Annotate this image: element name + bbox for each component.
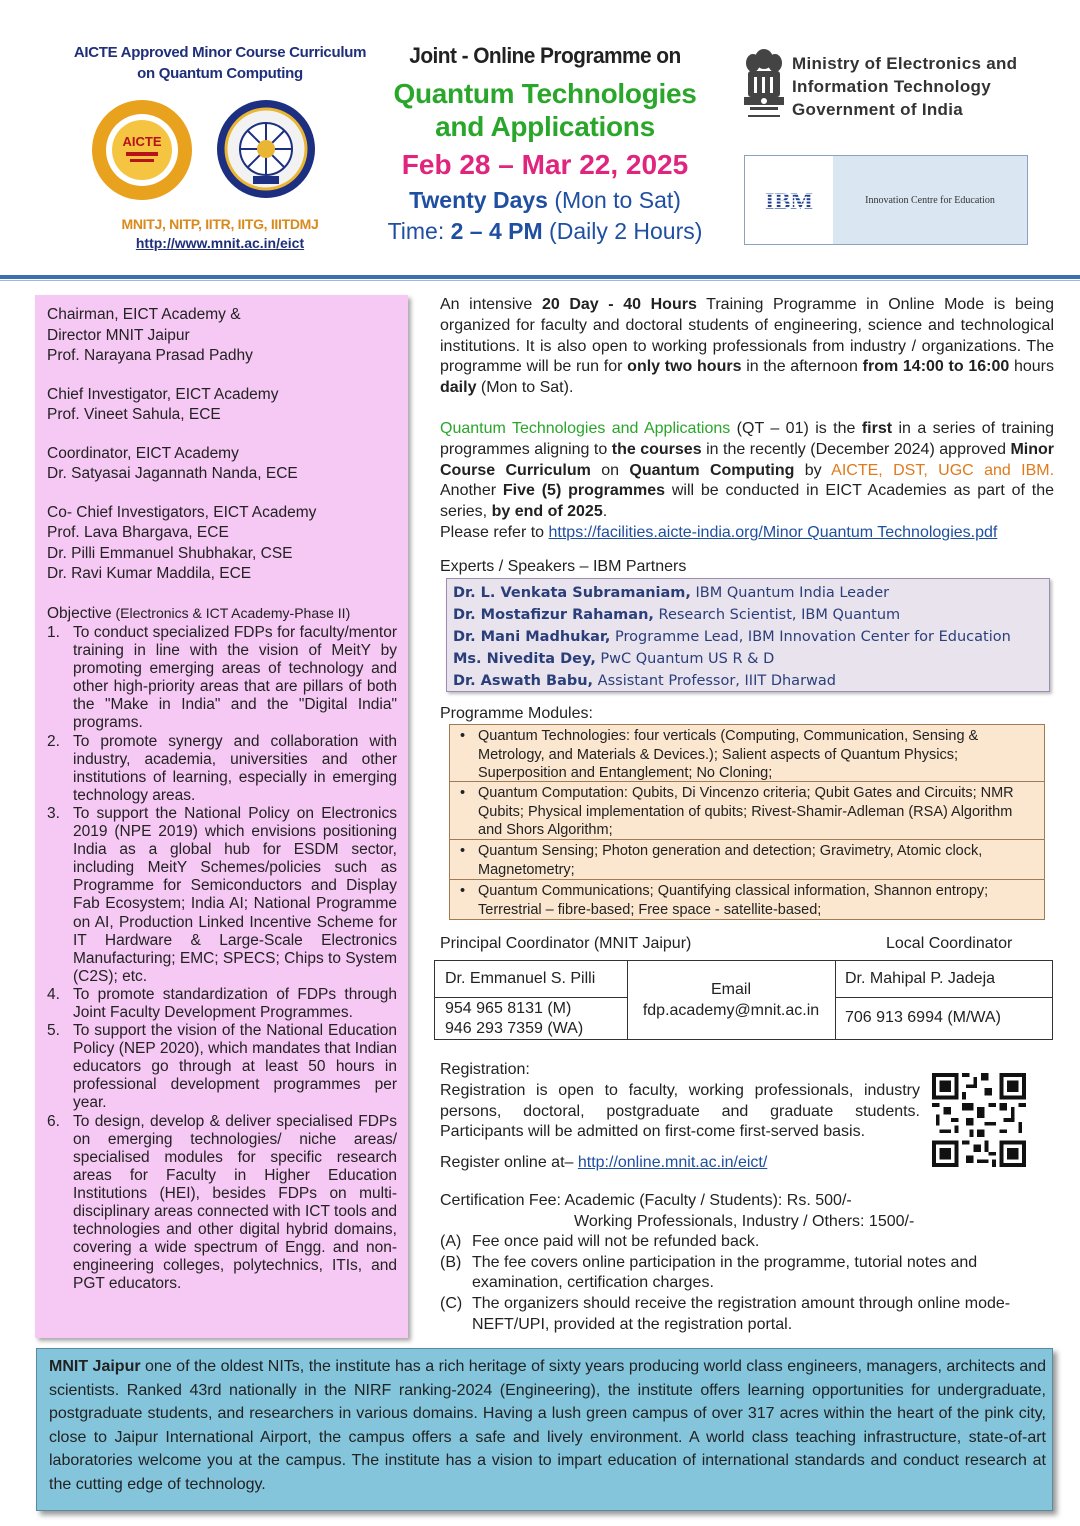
intro-text: hours [1009,358,1055,376]
certification-note [440,1232,1054,1253]
academy-panel [35,295,408,1338]
co-investigator-name: Prof. Lava Bhargava, ECE [47,524,229,541]
bullet-icon: • [460,843,466,859]
programme-type: Joint - Online Programme on [409,43,681,68]
chairman-role-2: Director MNIT Jaipur [47,326,190,344]
objective-text: To promote synergy and collaboration with industry, academia, universities and other institutions of learning, especially in emerging technology areas. [73,732,397,804]
series-first: first [861,419,893,437]
partner-logos [60,96,380,216]
series-paragraph [440,419,1054,544]
series-text: in the recently (December 2024) approved [701,440,1011,458]
working-fee: Working Professionals, Industry / Others: 1500/- [574,1212,915,1230]
series-text: . [602,503,608,521]
intro-two-hours: only two hours [627,358,742,376]
co-investigator-name: Dr. Ravi Kumar Maddila, ECE [47,565,252,582]
chairman-name: Prof. Narayana Prasad Padhy [47,347,253,364]
module-item [450,725,1044,782]
programme-time [375,218,715,245]
objective-number: 4. [47,985,60,1003]
local-coordinator-name: Dr. Mahipal P. Jadeja [845,970,996,987]
note-text: The fee covers online participation in the programme, tutorial notes and examination, certification charges. [472,1253,978,1292]
local-coordinator-heading: Local Coordinator [886,935,1013,952]
certification-section [440,1191,1054,1335]
header-divider [0,275,1080,279]
chief-investigator-name: Prof. Vineet Sahula, ECE [47,406,221,423]
module-item [450,782,1044,840]
intro-paragraph [440,295,1054,399]
objective-title [47,603,397,625]
objective-title-sub: (Electronics & ICT Academy-Phase II) [111,604,351,621]
principal-phone-whatsapp: 946 293 7359 (WA) [445,1020,584,1037]
email-address[interactable]: fdp.academy@mnit.ac.in [642,1002,820,1019]
time-label: Time: [387,218,445,244]
modules-heading: Programme Modules: [440,705,593,722]
note-letter: (C) [440,1294,463,1312]
certification-note [440,1294,1054,1335]
aicte-approved-line: AICTE Approved Minor Course Curriculum [73,44,367,61]
national-emblem-icon [740,45,788,125]
local-coordinator-phone: 706 913 6994 (M/WA) [845,1009,1001,1026]
ci-role-label: Chief Investigator [47,385,167,403]
expert-item [453,648,1049,670]
objective-item [47,805,397,986]
expert-item [453,626,1049,648]
objective-number: 5. [47,1022,60,1040]
expert-name: Dr. Aswath Babu, [453,673,594,689]
mnit-about-text: one of the oldest NITs, the institute has a rich heritage of sixty years producing world class engineers, managers, architects and scientists. Ranked 43rd nationally in the NIRF ranking-2024 (Engineering), the institute offers learning opportunities for undergraduate, postgraduate students, and researchers in various domains. Having a lush green campus of over 317 acres within the heart of the pink city, close to Jaipur International Airport, the campus offers a safe and lively environment. A world class teaching infrastructure, state-of-art laboratories welcome you at the campus. The institute has a vision to impart education of international standards and conduct research at the cutting edge of technology. [49,1358,1047,1493]
series-text: will be conducted in EICT Academies as part of the series, [440,482,1055,521]
expert-role: PwC Quantum US R & D [595,651,775,667]
ministry-line-1: Ministry of Electronics and [792,54,1018,73]
series-programme-name: Quantum Technologies and Applications [440,419,731,437]
ministry-name [792,52,1017,121]
bullet-icon: • [460,728,466,744]
mnit-about-box [36,1348,1053,1511]
expert-item [453,670,1049,692]
table-divider [435,997,627,998]
expert-role: Research Scientist, IBM Quantum [653,607,901,623]
programme-title-line-1: Quantum Technologies [393,78,697,109]
series-text: (QT – 01) is the [730,419,862,437]
module-text: Quantum Computation: Qubits, Di Vincenzo criteria; Qubit Gates and Circuits; NMR Qubits; Physical implementation of qubits; Rivest-Shamir-Adleman (RSA) Algorithm and Shors Algorithm; [478,785,1014,838]
programme-dates: Feb 28 – Mar 22, 2025 [401,149,689,180]
register-online [440,1153,920,1174]
mnit-name: MNIT Jaipur [49,1358,141,1375]
time-detail: (Daily 2 Hours) [549,218,703,244]
note-text: Fee once paid will not be refunded back. [472,1233,760,1251]
note-letter: (B) [440,1253,462,1271]
ministry-line-2: Information Technology [792,77,991,96]
certification-note [440,1253,1054,1294]
coci-role-label: Co- Chief Investigators [47,503,205,521]
intro-time: from 14:00 to 16:00 [862,358,1010,376]
coordinator-name: Dr. Satyasai Jagannath Nanda, ECE [47,465,298,482]
header-center [375,43,715,245]
series-quantum-computing: Quantum Computing [629,461,795,479]
module-text: Quantum Communications; Quantifying classical information, Shannon entropy; Terrestrial – fibre-based; Free space - satellite-based; [478,883,989,918]
coordinators-table [434,960,1053,1040]
bullet-icon: • [460,883,466,899]
ibm-ice-logo [744,155,1028,245]
ibm-logo-icon [745,156,833,244]
note-text: The organizers should receive the registration amount through online mode-NEFT/UPI, provided at the registration portal. [472,1294,1011,1333]
module-item [450,880,1044,919]
header-divider-thin [0,280,1080,281]
chairman-role: Chairman, EICT Academy & [47,306,241,323]
objective-title-label: Objective [47,604,112,622]
objective-number: 1. [47,624,60,641]
objective-item [47,1113,397,1294]
registration-heading: Registration: [440,1061,530,1078]
ibm-logo-text: IBM [765,189,813,212]
bullet-icon: • [460,785,466,801]
register-online-label: Register online at– [440,1154,578,1172]
aicte-approved-line-2: on Quantum Computing [137,65,303,82]
ibm-striped-logo-icon [763,188,815,212]
expert-name: Dr. Mani Madhukar, [453,629,611,645]
objective-number: 2. [47,732,60,750]
series-text: in a series of training programmes aligning to [440,419,1055,458]
expert-item [453,582,1049,604]
objective-text: To design, develop & deliver specialised FDPs on emerging technologies/ niche areas/ specialised modules for specific research areas for Faculty in Higher Education Institutions (HEI), besides FDPs on multi-disciplinary areas connected with ICT tools and technologies and other digital hybrid domains, covering a wide spectrum of Engg. and non-engineering colleges, polytechnics, ITIs, and PGT educators. [73,1112,397,1293]
coci-org: , EICT Academy [204,503,317,521]
series-text: by [794,461,832,479]
certification-label: Certification Fee: [440,1192,561,1209]
principal-coordinator-heading: Principal Coordinator (MNIT Jaipur) [440,935,692,952]
co-investigator-name: Dr. Pilli Emmanuel Shubhakar, CSE [47,544,293,562]
intro-text: An intensive [440,296,542,313]
experts-list [446,578,1050,692]
expert-role: Assistant Professor, IIIT Dharwad [593,673,836,689]
expert-name: Ms. Nivedita Dey, [453,651,596,667]
coordinators-heading [440,935,1050,953]
register-online-link[interactable]: http://online.mnit.ac.in/eict/ [577,1154,768,1172]
intro-text: (Mon to Sat). [476,379,574,397]
chairman-block [47,305,397,367]
expert-item [453,604,1049,626]
series-text: on [590,461,630,479]
objective-list [47,624,397,1293]
mnit-logo-icon [215,98,317,200]
series-text: Another [440,482,503,500]
time-range: 2 – 4 PM [450,218,543,244]
expert-role: Programme Lead, IBM Innovation Center for Education [610,629,1011,645]
objective-item [47,624,397,733]
qr-code-icon[interactable] [932,1073,1026,1167]
ministry-line-3: Government of India [792,100,963,119]
institutes-list: MNITJ, NITP, IITR, IITG, IIITDMJ [121,216,319,232]
programme-title-line-2: and Applications [435,111,655,142]
aicte-logo-text: AICTE [122,134,162,149]
module-text: Quantum Technologies: four verticals (Computing, Communication, Sensing & Metrology, and Materials & Devices.); Salient aspects of Quantum Physics; Superposition and Entanglement; No Cloning; [478,728,979,781]
co-investigators-block [47,503,397,585]
duration-days-detail: (Mon to Sat) [554,187,681,213]
table-divider [835,997,1053,998]
series-courses: the courses [611,440,702,458]
ibm-ice-text: Innovation Centre for Education [833,156,1027,244]
intro-hours: 20 Day - 40 Hours [541,296,697,313]
objective-section [47,603,397,1294]
objective-text: To conduct specialized FDPs for faculty/mentor training in line with the vision of MeitY by promoting emerging areas of technology and other high-priority areas that are pillars of both the "Make in India" and the "Digital India" programs. [73,624,397,732]
registration-section [440,1060,920,1174]
objective-item [47,1022,397,1112]
intro-daily: daily [440,379,477,397]
aicte-logo-icon [88,96,196,204]
objective-text: To support the vision of the National Education Policy (NEP 2020), which mandates that Indian educators go through at least 50 hours in professional development programmes per year. [73,1022,397,1112]
series-five-programmes: Five (5) programmes [502,482,666,500]
eict-website-link[interactable]: http://www.mnit.ac.in/eict [135,235,305,251]
programme-duration [375,187,715,214]
modules-list [449,724,1045,920]
coordinator-role [47,444,397,465]
objective-text: To support the National Policy on Electronics 2019 (NPE 2019) which envisions positioning India as a global hub for ESDM sector, including MeitY Schemes/policies such as Programme for Semiconductors and Display Fab Ecosystem; India AI; National Programme on AI, Production Linked Incentive Scheme for IT Hardware & Large-Scale Electronics Manufacturing; EMC; SPECS; Chips to System (C2S); etc. [73,804,397,985]
expert-role: IBM Quantum India Leader [690,585,890,601]
aicte-pdf-link[interactable]: https://facilities.aicte-india.org/Minor Quantum Technologies.pdf [548,523,998,541]
coord-org: EICT Academy [131,444,239,462]
principal-coordinator-phones [445,999,583,1039]
objective-number: 3. [47,804,60,822]
certification-fee-academic [440,1191,1054,1212]
duration-days: Twenty Days [409,187,548,213]
objective-text: To promote standardization of FDPs through Joint Faculty Development Programmes. [73,985,397,1021]
objective-item [47,733,397,805]
module-text: Quantum Sensing; Photon generation and detection; Gravimetry, Atomic clock, Magnetometry; [478,843,983,878]
table-divider [835,961,836,1039]
note-letter: (A) [440,1233,462,1251]
expert-name: Dr. Mostafizur Rahaman, [453,607,654,623]
series-approvers: AICTE, DST, UGC and IBM. [831,461,1055,479]
experts-heading: Experts / Speakers – IBM Partners [440,558,687,575]
series-deadline: by end of 2025 [491,503,603,521]
programme-description [440,295,1054,544]
principal-coordinator-name: Dr. Emmanuel S. Pilli [445,970,596,987]
email-label: Email [710,981,751,998]
intro-text: in the afternoon [741,358,863,376]
series-minor-course: Minor Course Curriculum [440,440,1055,479]
coordinator-block [47,444,397,485]
expert-name: Dr. L. Venkata Subramaniam, [453,585,691,601]
refer-text: Please refer to [440,523,549,541]
coord-role-label: Coordinator, [47,444,132,462]
email-cell [627,979,835,1021]
header-left [60,42,380,251]
chief-investigator-role [47,385,397,406]
registration-body: Registration is open to faculty, working professionals, industry persons, doctoral, postgraduate and graduate students. Participants will be admitted on first-come first-served basis. [440,1081,920,1141]
academic-fee: Academic (Faculty / Students): Rs. 500/- [560,1192,852,1209]
objective-number: 6. [47,1112,60,1130]
co-investigators-role [47,503,397,524]
intro-text: Training Programme in Online Mode is being organized for faculty and doctoral students of engineering, science and technological institutions. It is also open to working professionals from industry / organizations. The programme will be run for [440,296,1055,376]
ci-org: , EICT Academy [166,385,279,403]
module-item [450,840,1044,880]
objective-item [47,986,397,1022]
principal-phone-mobile: 954 965 8131 (M) [445,1000,572,1017]
chief-investigator-block [47,385,397,426]
